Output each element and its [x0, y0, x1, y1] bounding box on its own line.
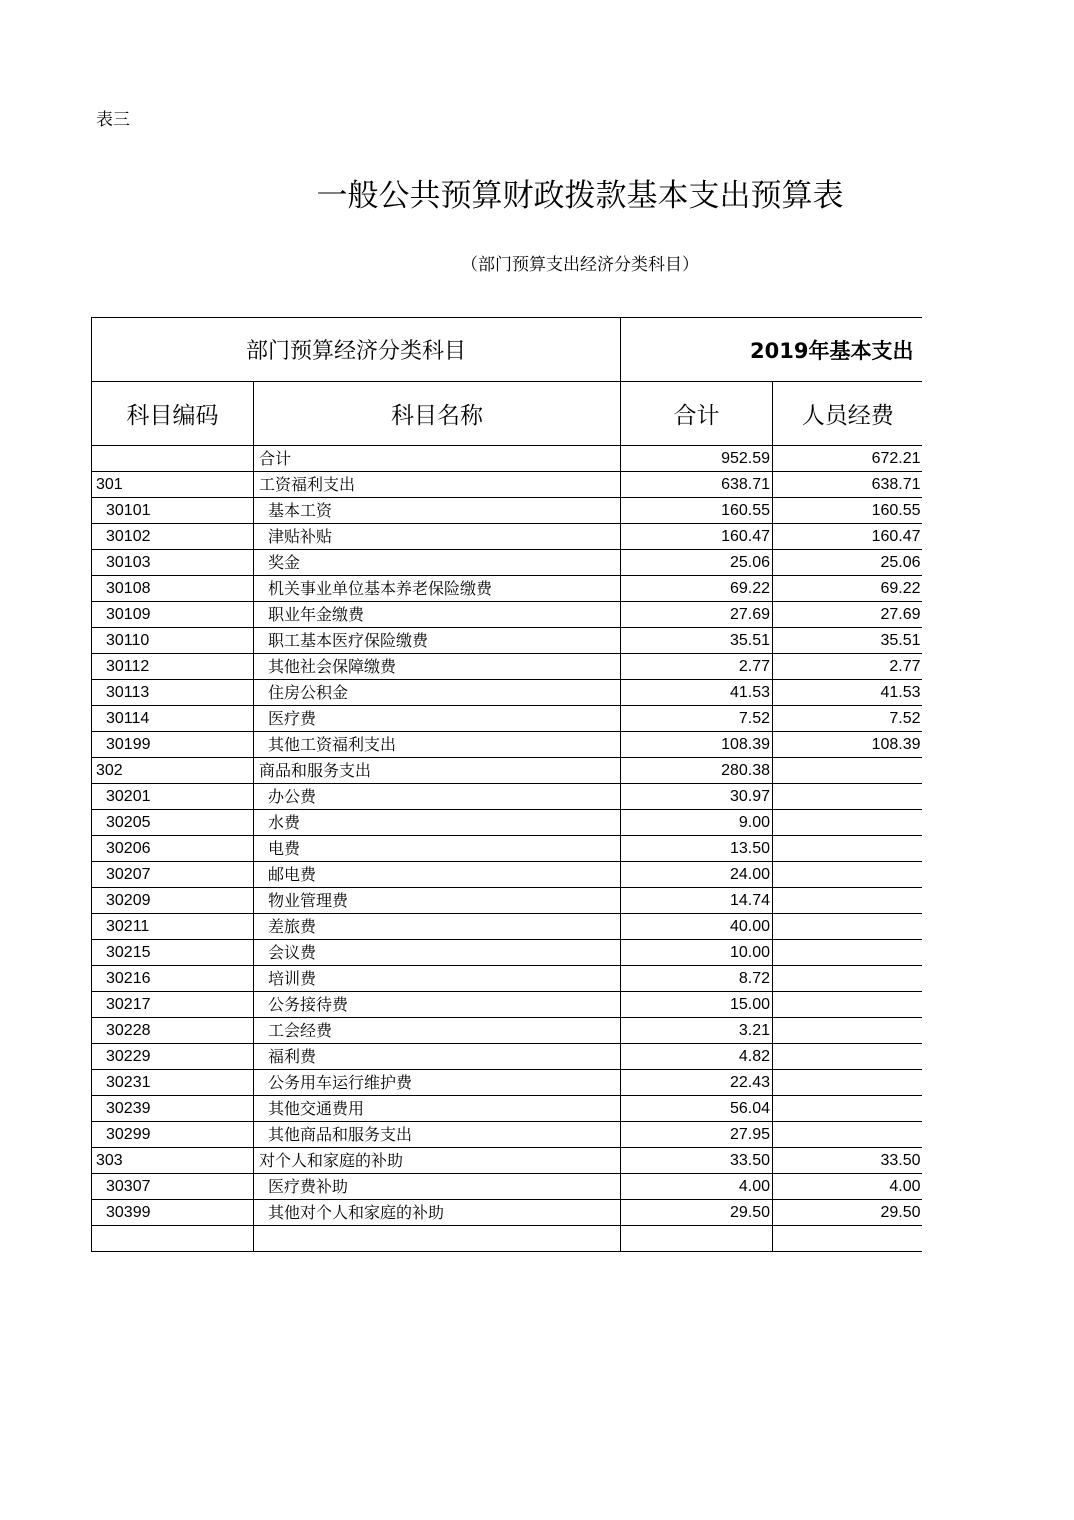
cell-subject-name: 其他交通费用: [254, 1096, 621, 1122]
cell-subject-code: 30206: [92, 836, 254, 862]
cell-personnel-expense: [773, 1070, 922, 1096]
cell-personnel-expense: [773, 1226, 922, 1252]
cell-subject-code: 30217: [92, 992, 254, 1018]
cell-subject-code: 30205: [92, 810, 254, 836]
cell-personnel-expense: [773, 758, 922, 784]
table-row: [92, 992, 923, 1018]
table-row: [92, 472, 923, 498]
cell-personnel-expense: 7.52: [773, 706, 922, 732]
cell-subject-code: [92, 1226, 254, 1252]
header-total: 合计: [621, 382, 773, 446]
cell-subject-code: 30215: [92, 940, 254, 966]
cell-subject-name: 福利费: [254, 1044, 621, 1070]
cell-total: 3.21: [621, 1018, 773, 1044]
table-row: [92, 576, 923, 602]
cell-personnel-expense: 4.00: [773, 1174, 922, 1200]
cell-total: 10.00: [621, 940, 773, 966]
cell-subject-code: 30109: [92, 602, 254, 628]
table-row: [92, 446, 923, 472]
cell-total: 952.59: [621, 446, 773, 472]
cell-subject-name: 津贴补贴: [254, 524, 621, 550]
budget-table-container: [91, 317, 922, 1252]
cell-subject-name: 培训费: [254, 966, 621, 992]
cell-total: 160.47: [621, 524, 773, 550]
cell-total: 14.74: [621, 888, 773, 914]
cell-subject-code: 301: [92, 472, 254, 498]
cell-total: 2.77: [621, 654, 773, 680]
cell-personnel-expense: [773, 1018, 922, 1044]
cell-personnel-expense: [773, 940, 922, 966]
cell-subject-name: 商品和服务支出: [254, 758, 621, 784]
cell-subject-name: 办公费: [254, 784, 621, 810]
cell-subject-code: 30112: [92, 654, 254, 680]
cell-personnel-expense: 638.71: [773, 472, 922, 498]
cell-personnel-expense: 33.50: [773, 1148, 922, 1174]
cell-subject-code: 302: [92, 758, 254, 784]
cell-subject-name: 医疗费: [254, 706, 621, 732]
table-row: [92, 810, 923, 836]
table-row: [92, 914, 923, 940]
cell-total: 13.50: [621, 836, 773, 862]
cell-personnel-expense: [773, 992, 922, 1018]
cell-subject-code: 30228: [92, 1018, 254, 1044]
table-row: [92, 888, 923, 914]
table-row: [92, 966, 923, 992]
cell-personnel-expense: [773, 1122, 922, 1148]
table-row: [92, 1044, 923, 1070]
cell-subject-name: 差旅费: [254, 914, 621, 940]
cell-total: 280.38: [621, 758, 773, 784]
header-subject-code: 科目编码: [92, 382, 254, 446]
cell-subject-name: 水费: [254, 810, 621, 836]
cell-personnel-expense: 108.39: [773, 732, 922, 758]
table-row: [92, 1174, 923, 1200]
budget-table: [91, 317, 922, 1252]
table-row: [92, 940, 923, 966]
document-subtitle: （部门预算支出经济分类科目）: [461, 255, 699, 275]
cell-total: 24.00: [621, 862, 773, 888]
cell-total: 30.97: [621, 784, 773, 810]
cell-subject-name: 机关事业单位基本养老保险缴费: [254, 576, 621, 602]
cell-subject-name: 医疗费补助: [254, 1174, 621, 1200]
cell-subject-name: 其他工资福利支出: [254, 732, 621, 758]
cell-subject-name: 职工基本医疗保险缴费: [254, 628, 621, 654]
cell-subject-name: 邮电费: [254, 862, 621, 888]
table-row: [92, 1018, 923, 1044]
table-row: [92, 602, 923, 628]
cell-personnel-expense: [773, 888, 922, 914]
cell-personnel-expense: 672.21: [773, 446, 922, 472]
cell-personnel-expense: [773, 862, 922, 888]
cell-subject-code: 30239: [92, 1096, 254, 1122]
cell-personnel-expense: [773, 966, 922, 992]
cell-personnel-expense: 27.69: [773, 602, 922, 628]
cell-personnel-expense: 2.77: [773, 654, 922, 680]
cell-total: 7.52: [621, 706, 773, 732]
cell-subject-code: 30299: [92, 1122, 254, 1148]
cell-subject-code: 30199: [92, 732, 254, 758]
cell-total: 35.51: [621, 628, 773, 654]
cell-subject-name: 工会经费: [254, 1018, 621, 1044]
table-number-label: 表三: [96, 110, 130, 130]
cell-total: 41.53: [621, 680, 773, 706]
cell-personnel-expense: 69.22: [773, 576, 922, 602]
header-economic-classification: 部门预算经济分类科目: [92, 318, 621, 382]
cell-subject-name: 其他对个人和家庭的补助: [254, 1200, 621, 1226]
cell-total: 25.06: [621, 550, 773, 576]
cell-total: 9.00: [621, 810, 773, 836]
table-row: [92, 680, 923, 706]
cell-total: 15.00: [621, 992, 773, 1018]
cell-subject-code: 30102: [92, 524, 254, 550]
cell-subject-code: 30211: [92, 914, 254, 940]
cell-subject-name: 合计: [254, 446, 621, 472]
table-row: [92, 732, 923, 758]
cell-personnel-expense: [773, 1044, 922, 1070]
cell-subject-name: 会议费: [254, 940, 621, 966]
cell-subject-code: 30229: [92, 1044, 254, 1070]
cell-subject-name: 住房公积金: [254, 680, 621, 706]
header-row-group: [92, 318, 923, 382]
cell-subject-code: 303: [92, 1148, 254, 1174]
cell-total: 27.95: [621, 1122, 773, 1148]
cell-subject-name: 公务接待费: [254, 992, 621, 1018]
header-subject-name: 科目名称: [254, 382, 621, 446]
header-row-columns: [92, 382, 923, 446]
cell-subject-code: 30399: [92, 1200, 254, 1226]
cell-personnel-expense: 41.53: [773, 680, 922, 706]
cell-personnel-expense: 160.55: [773, 498, 922, 524]
cell-subject-name: [254, 1226, 621, 1252]
cell-total: 108.39: [621, 732, 773, 758]
cell-personnel-expense: 160.47: [773, 524, 922, 550]
cell-subject-code: 30101: [92, 498, 254, 524]
cell-personnel-expense: 29.50: [773, 1200, 922, 1226]
cell-subject-code: 30216: [92, 966, 254, 992]
cell-total: 56.04: [621, 1096, 773, 1122]
cell-total: 4.82: [621, 1044, 773, 1070]
cell-subject-name: 奖金: [254, 550, 621, 576]
header-2019-basic-expenditure: 2019年基本支出: [621, 318, 922, 382]
table-row: [92, 1122, 923, 1148]
table-row: [92, 628, 923, 654]
cell-total: 69.22: [621, 576, 773, 602]
cell-personnel-expense: [773, 784, 922, 810]
cell-personnel-expense: 35.51: [773, 628, 922, 654]
table-row: [92, 836, 923, 862]
table-row: [92, 1226, 923, 1252]
cell-subject-code: 30209: [92, 888, 254, 914]
cell-subject-code: 30307: [92, 1174, 254, 1200]
cell-subject-code: 30114: [92, 706, 254, 732]
cell-total: 29.50: [621, 1200, 773, 1226]
cell-total: 22.43: [621, 1070, 773, 1096]
cell-personnel-expense: [773, 914, 922, 940]
cell-subject-code: 30207: [92, 862, 254, 888]
cell-subject-code: 30113: [92, 680, 254, 706]
cell-personnel-expense: [773, 810, 922, 836]
cell-subject-name: 工资福利支出: [254, 472, 621, 498]
cell-personnel-expense: 25.06: [773, 550, 922, 576]
cell-subject-name: 电费: [254, 836, 621, 862]
cell-total: 638.71: [621, 472, 773, 498]
table-row: [92, 1148, 923, 1174]
cell-personnel-expense: [773, 1096, 922, 1122]
cell-total: 40.00: [621, 914, 773, 940]
header-personnel-expense: 人员经费: [773, 382, 922, 446]
cell-total: [621, 1226, 773, 1252]
table-row: [92, 524, 923, 550]
table-row: [92, 1096, 923, 1122]
cell-total: 27.69: [621, 602, 773, 628]
table-row: [92, 1200, 923, 1226]
cell-total: 4.00: [621, 1174, 773, 1200]
cell-total: 8.72: [621, 966, 773, 992]
cell-subject-code: 30108: [92, 576, 254, 602]
cell-subject-name: 职业年金缴费: [254, 602, 621, 628]
cell-subject-name: 对个人和家庭的补助: [254, 1148, 621, 1174]
table-row: [92, 862, 923, 888]
cell-subject-name: 基本工资: [254, 498, 621, 524]
cell-subject-name: 其他商品和服务支出: [254, 1122, 621, 1148]
cell-subject-code: 30110: [92, 628, 254, 654]
cell-subject-code: 30201: [92, 784, 254, 810]
table-row: [92, 784, 923, 810]
table-row: [92, 550, 923, 576]
cell-subject-name: 公务用车运行维护费: [254, 1070, 621, 1096]
cell-subject-code: 30231: [92, 1070, 254, 1096]
cell-total: 160.55: [621, 498, 773, 524]
table-row: [92, 498, 923, 524]
cell-subject-code: 30103: [92, 550, 254, 576]
cell-personnel-expense: [773, 836, 922, 862]
table-row: [92, 654, 923, 680]
table-row: [92, 706, 923, 732]
cell-subject-name: 物业管理费: [254, 888, 621, 914]
document-title: 一般公共预算财政拨款基本支出预算表: [316, 178, 844, 214]
table-row: [92, 1070, 923, 1096]
cell-total: 33.50: [621, 1148, 773, 1174]
cell-subject-name: 其他社会保障缴费: [254, 654, 621, 680]
cell-subject-code: [92, 446, 254, 472]
table-body: [92, 446, 923, 1252]
table-row: [92, 758, 923, 784]
